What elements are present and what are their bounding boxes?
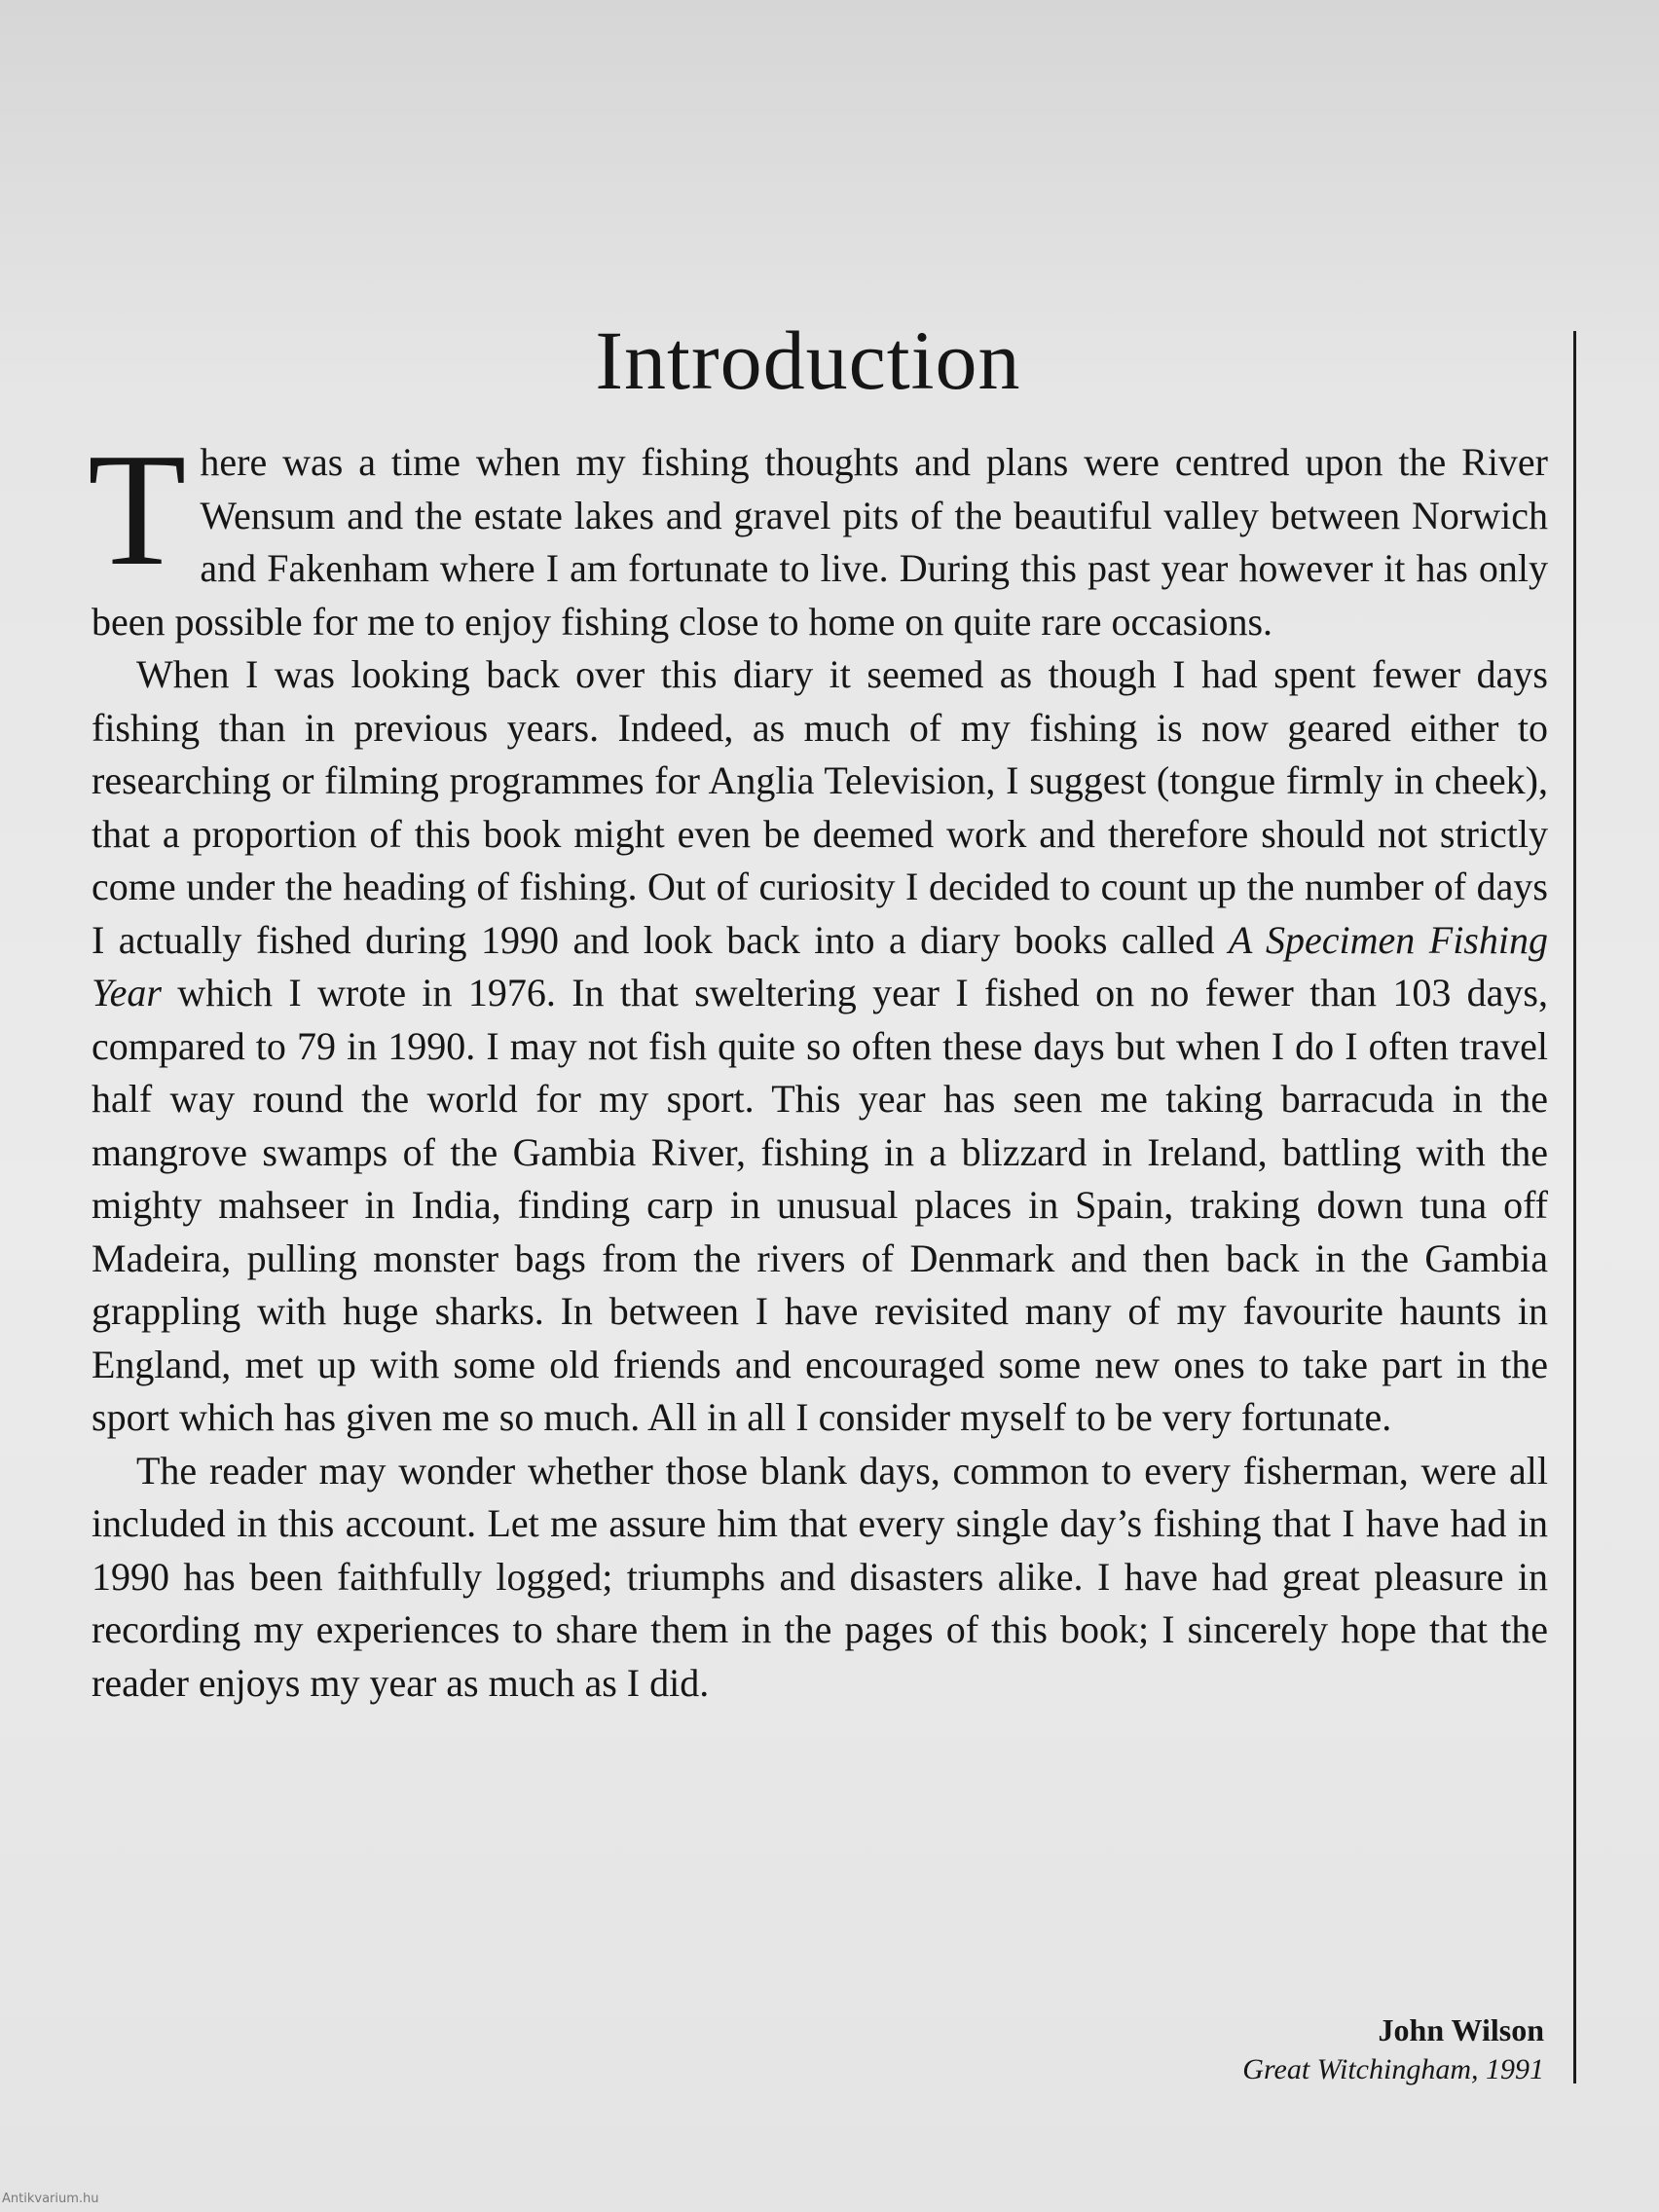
author-name: John Wilson	[1378, 2012, 1544, 2047]
page-title: Introduction	[595, 313, 1021, 407]
paragraph-1	[88, 420, 1548, 648]
watermark: Antikvarium.hu	[2, 2192, 99, 2206]
paragraph-2	[92, 648, 1548, 1445]
place-and-date: Great Witchingham, 1991	[1242, 2053, 1544, 2085]
signature-block	[1242, 2009, 1544, 2089]
vertical-rule	[1573, 331, 1576, 2083]
paragraph-1-text: here was a time when my fishing thoughts and plans were centred upon the River Wensum and the estate lakes and gravel pits of the beautiful valley between Norwich and Fakenham where I am fortunate to live. During this past year however it has only been possible for me to enjoy fishing close to home on quite rare occasions.	[92, 440, 1548, 644]
drop-cap: T	[88, 420, 187, 599]
paragraph-2-text-b: which I wrote in 1976. In that sweltering year I fished on no fewer than 103 days, compared to 79 in 1990. I may not fish quite so often these days but when I do I often travel half way round the world for my sport. This year has seen me taking barracuda in the mangrove swamps of the Gambia River, fishing in a blizzard in Ireland, battling with the mighty mahseer in India, finding carp in unusual places in Spain, traking down tuna off Madeira, pulling monster bags from the rivers of Denmark and then back in the Gambia grappling with huge sharks. In between I have revisited many of my favourite haunts in England, met up with some old friends and encouraged some new ones to take part in the sport which has given me so much. All in all I consider myself to be very fortunate.	[92, 971, 1548, 1439]
paragraph-2-text-a: When I was looking back over this diary it seemed as though I had spent fewer days fishing than in previous years. Indeed, as much of my fishing is now geared either to researching or filming programmes for Anglia Television, I suggest (tongue firmly in cheek), that a proportion of this book might even be deemed work and therefore should not strictly come under the heading of fishing. Out of curiosity I decided to count up the number of days I actually fished during 1990 and look back into a diary books called	[92, 652, 1548, 962]
book-title: A Specimen Fishing Year	[92, 917, 1548, 1014]
paragraph-3-text: The reader may wonder whether those blank days, common to every fisherman, were all included in this account. Let me assure him that every single day’s fishing that I have had in 1990 has been faithfully logged; triumphs and disasters alike. I have had great pleasure in recording my experiences to share them in the pages of this book; I sincerely hope that the reader enjoys my year as much as I did.	[92, 1448, 1548, 1705]
introduction-text	[88, 420, 1548, 1710]
paragraph-3	[92, 1445, 1548, 1711]
